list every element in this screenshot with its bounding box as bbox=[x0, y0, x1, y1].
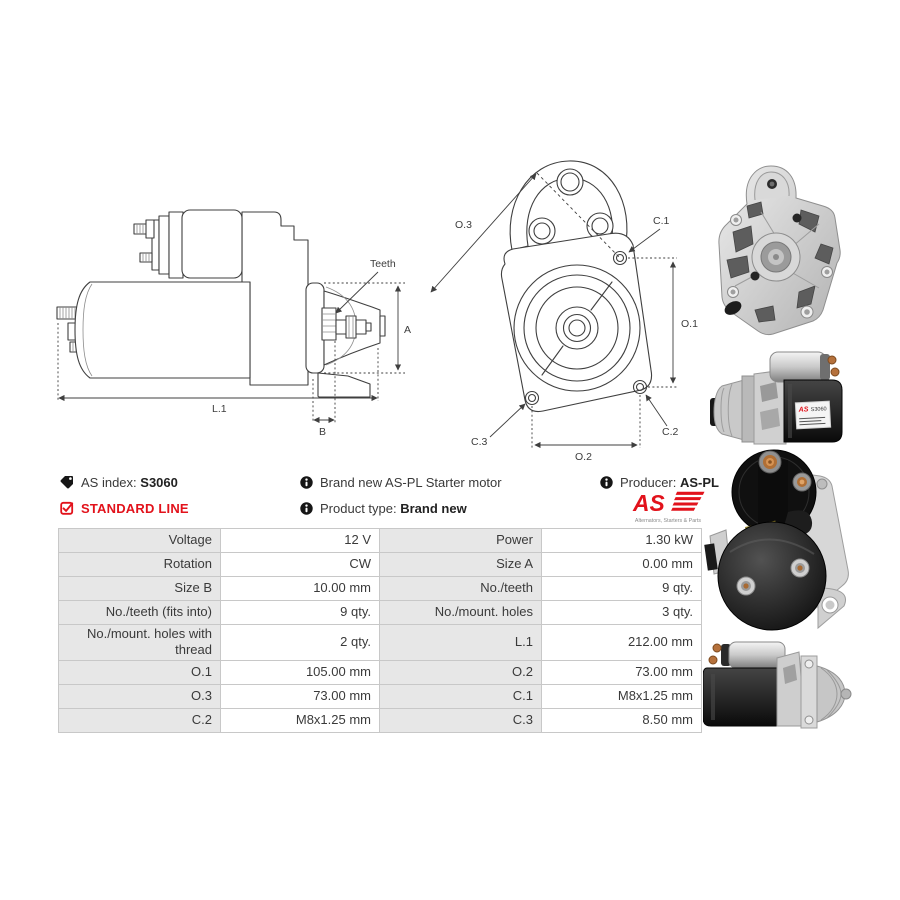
spec-value-cell: 8.50 mm bbox=[542, 708, 702, 732]
checkbox-checked-icon bbox=[60, 501, 74, 515]
spec-label-cell: O.3 bbox=[59, 684, 221, 708]
photo-side-view bbox=[708, 346, 848, 450]
logo-stripes bbox=[671, 492, 704, 511]
spec-label-cell: No./mount. holes bbox=[380, 601, 542, 625]
producer-text: Producer: AS-PL bbox=[620, 474, 719, 490]
spec-label-cell: O.1 bbox=[59, 660, 221, 684]
spec-value-cell: 1.30 kW bbox=[542, 529, 702, 553]
dim-label-c3: C.3 bbox=[471, 436, 488, 448]
brand-new-row bbox=[300, 473, 502, 491]
dim-label-o1: O.1 bbox=[681, 318, 698, 330]
photo-side-view-small bbox=[703, 638, 853, 734]
spec-value-cell: 73.00 mm bbox=[221, 684, 380, 708]
spec-row bbox=[59, 529, 702, 553]
side-view-motor-body bbox=[75, 282, 250, 378]
spec-value-cell: 12 V bbox=[221, 529, 380, 553]
dim-label-b: B bbox=[319, 426, 327, 438]
spec-row bbox=[59, 660, 702, 684]
side-view-solenoid bbox=[134, 210, 242, 278]
dim-label-o2: O.2 bbox=[575, 451, 592, 463]
spec-label-cell: No./teeth bbox=[380, 577, 542, 601]
spec-label-cell: C.3 bbox=[380, 708, 542, 732]
product-type-value: Brand new bbox=[400, 500, 467, 516]
dim-label-teeth: Teeth bbox=[370, 258, 396, 270]
spec-table-body bbox=[59, 529, 702, 733]
side-view-drawing bbox=[48, 183, 438, 448]
spec-value-cell: 10.00 mm bbox=[221, 577, 380, 601]
spec-label-cell: No./teeth (fits into) bbox=[59, 601, 221, 625]
spec-value-cell: 105.00 mm bbox=[221, 660, 380, 684]
tag-icon bbox=[60, 475, 74, 489]
spec-value-cell: 212.00 mm bbox=[542, 625, 702, 661]
spec-value-cell: CW bbox=[221, 553, 380, 577]
spec-table bbox=[58, 528, 702, 733]
spec-label-cell: C.2 bbox=[59, 708, 221, 732]
dim-label-a: A bbox=[404, 324, 412, 336]
logo-text: AS bbox=[633, 489, 665, 516]
spec-value-cell: 73.00 mm bbox=[542, 660, 702, 684]
spec-row bbox=[59, 601, 702, 625]
spec-row bbox=[59, 577, 702, 601]
info-icon bbox=[600, 476, 613, 489]
spec-label-cell: No./mount. holes with thread bbox=[59, 625, 221, 661]
producer-value: AS-PL bbox=[680, 474, 719, 490]
product-label bbox=[795, 401, 830, 429]
spec-label-cell: O.2 bbox=[380, 660, 542, 684]
as-index-text: AS index: S3060 bbox=[81, 474, 178, 490]
side-view-yoke bbox=[242, 212, 308, 385]
info-icon bbox=[300, 502, 313, 515]
as-pl-logo bbox=[630, 487, 706, 527]
side-view-flange bbox=[306, 283, 324, 373]
dim-label-c2: C.2 bbox=[662, 426, 679, 438]
spec-value-cell: M8x1.25 mm bbox=[542, 684, 702, 708]
dim-label-l1: L.1 bbox=[212, 403, 227, 415]
spec-label-cell: Power bbox=[380, 529, 542, 553]
dim-label-c1: C.1 bbox=[653, 215, 670, 227]
side-view-bell bbox=[322, 287, 385, 365]
product-type-text: Product type: Brand new bbox=[320, 500, 467, 516]
spec-label-cell: Size B bbox=[59, 577, 221, 601]
spec-value-cell: 9 qty. bbox=[542, 577, 702, 601]
brand-new-text: Brand new AS-PL Starter motor bbox=[320, 474, 502, 490]
standard-line-row bbox=[60, 499, 189, 517]
dim-label-o3: O.3 bbox=[455, 219, 472, 231]
spec-value-cell: 0.00 mm bbox=[542, 553, 702, 577]
logo-tagline: Alternators, Starters & Parts bbox=[634, 518, 702, 525]
spec-value-cell: 3 qty. bbox=[542, 601, 702, 625]
as-index-value: S3060 bbox=[140, 474, 178, 490]
side-view-foot bbox=[318, 373, 370, 397]
info-icon bbox=[300, 476, 313, 489]
standard-line-label: STANDARD LINE bbox=[81, 500, 189, 516]
spec-label-cell: Voltage bbox=[59, 529, 221, 553]
spec-value-cell: M8x1.25 mm bbox=[221, 708, 380, 732]
front-view-drawing bbox=[415, 148, 715, 463]
spec-label-cell: C.1 bbox=[380, 684, 542, 708]
spec-label-cell: Rotation bbox=[59, 553, 221, 577]
spec-row bbox=[59, 708, 702, 732]
spec-row bbox=[59, 684, 702, 708]
photo-front-face bbox=[703, 160, 853, 350]
spec-value-cell: 9 qty. bbox=[221, 601, 380, 625]
spec-label-cell: Size A bbox=[380, 553, 542, 577]
spec-value-cell: 2 qty. bbox=[221, 625, 380, 661]
product-type-row bbox=[300, 499, 467, 517]
spec-row bbox=[59, 625, 702, 661]
as-index-row bbox=[60, 473, 178, 491]
label-code: S3060 bbox=[810, 406, 827, 414]
spec-row bbox=[59, 553, 702, 577]
photo-rear-view bbox=[700, 440, 855, 640]
spec-label-cell: L.1 bbox=[380, 625, 542, 661]
label-brand: AS bbox=[798, 406, 809, 414]
